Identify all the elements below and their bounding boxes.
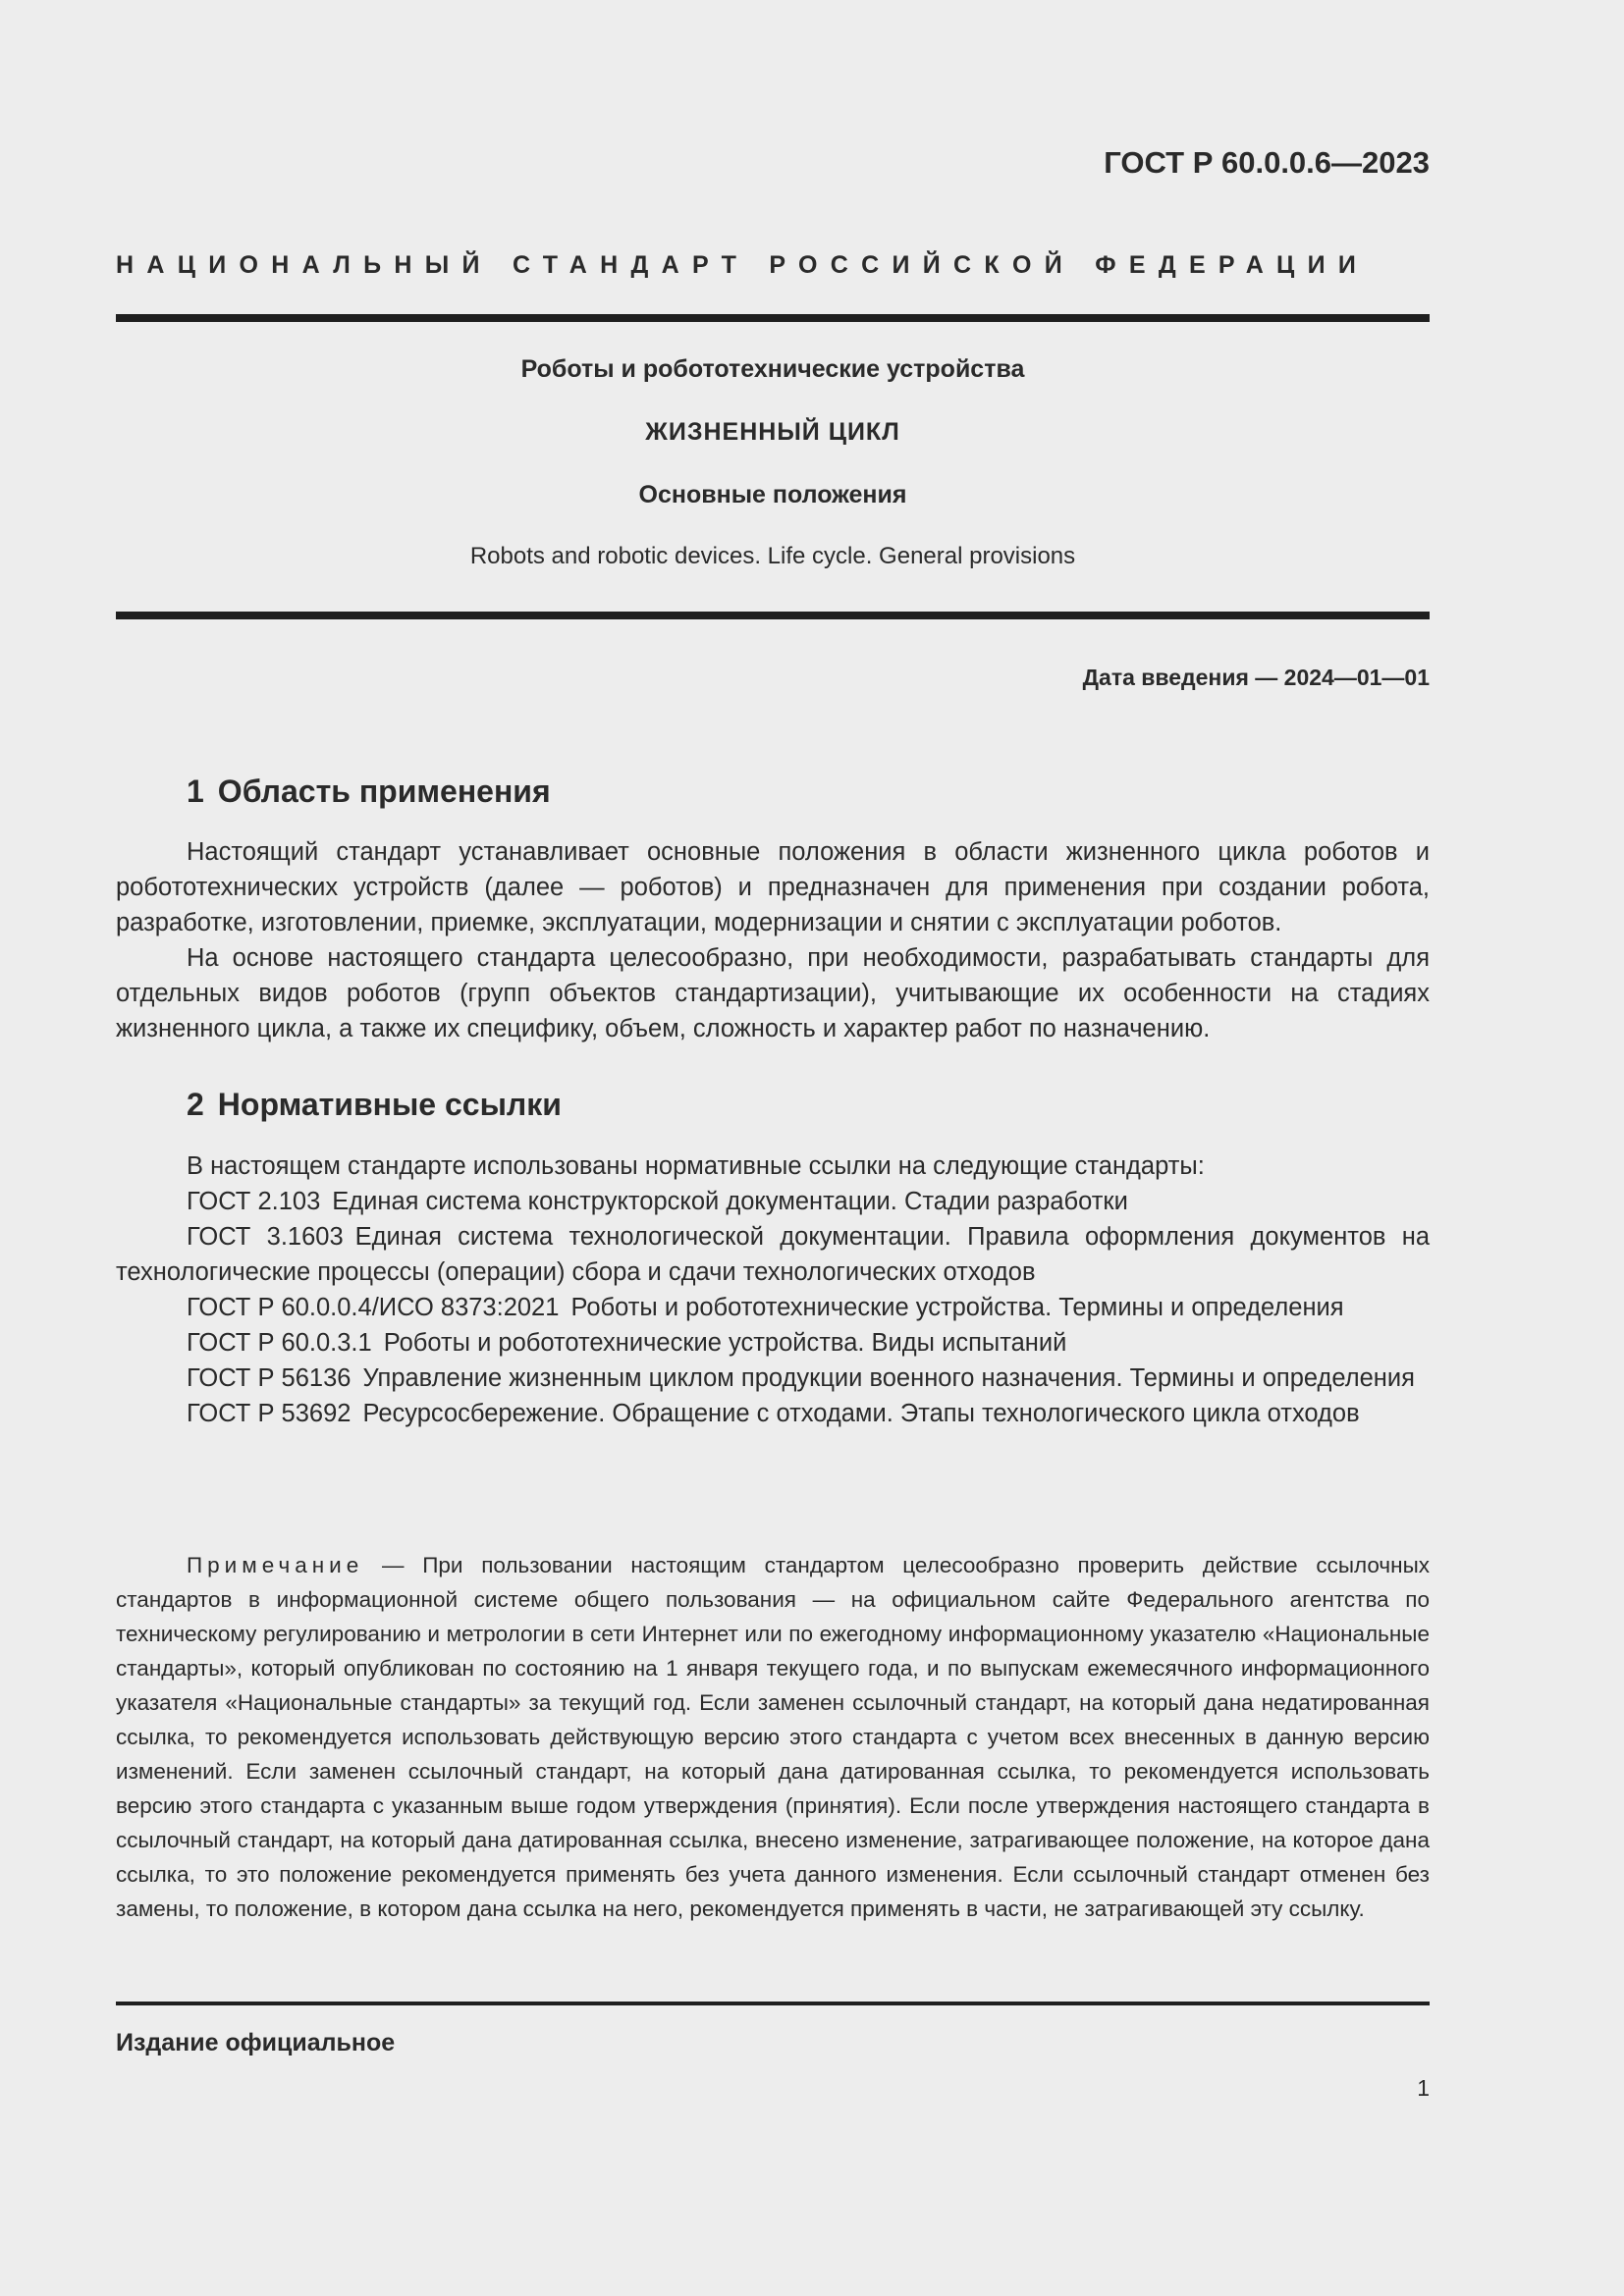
top-divider	[116, 314, 1430, 322]
section-2-title: Нормативные ссылки	[217, 1087, 562, 1122]
title-bottom-divider	[116, 612, 1430, 619]
title-english: Robots and robotic devices. Life cycle. General provisions	[469, 543, 1076, 569]
section-2-body	[116, 1148, 1430, 1431]
section-1-paragraph: Настоящий стандарт устанавливает основные положения в области жизненного цикла роботов и робототехнических устройств (далее — роботов) и предназначен для применения при создании робота, разработке, изготовлении, приемке, эксплуатации, модернизации и снятии с эксплуатации роботов.	[116, 838, 1430, 936]
page-number: 1	[1417, 2075, 1430, 2101]
reference-code: ГОСТ Р 53692	[187, 1400, 352, 1427]
reference-item	[116, 1290, 1430, 1325]
section-2-number: 2	[187, 1087, 204, 1122]
national-standard-banner: НАЦИОНАЛЬНЫЙ СТАНДАРТ РОССИЙСКОЙ ФЕДЕРАЦИИ	[116, 251, 1370, 279]
reference-note	[116, 1548, 1430, 1926]
document-page	[116, 0, 1430, 2296]
section-1-title: Область применения	[217, 774, 551, 809]
footer-divider	[116, 2002, 1430, 2005]
reference-title: Ресурсосбережение. Обращение с отходами. Этапы технологического цикла отходов	[362, 1400, 1360, 1427]
section-1-number: 1	[187, 774, 204, 809]
reference-code: ГОСТ Р 56136	[187, 1364, 352, 1392]
note-text: — При пользовании настоящим стандартом целесообразно проверить действие ссылочных стандартов в информационной системе общего пользования — на официальном сайте Федерального агентства по техническому регулированию и метрологии в сети Интернет или по ежегодному информационному указателю «Национальные стандарты», который опубликован по состоянию на 1 января текущего года, и по выпускам ежемесячного информационного указателя «Национальные стандарты» за текущий год. Если заменен ссылочный стандарт, на который дана недатированная ссылка, то рекомендуется использовать действующую версию этого стандарта с учетом всех внесенных в данную версию изменений. Если заменен ссылочный стандарт, на который дана датированная ссылка, то рекомендуется использовать версию этого стандарта с указанным выше годом утверждения (принятия). Если после утверждения настоящего стандарта в ссылочный стандарт, на который дана датированная ссылка, внесено изменение, затрагивающее положение, на которое дана ссылка, то это положение рекомендуется применять без учета данного изменения. Если ссылочный стандарт отменен без замены, то положение, в котором дана ссылка на него, рекомендуется применять в части, не затрагивающей эту ссылку.	[116, 1553, 1430, 1921]
reference-title: Роботы и робототехнические устройства. Термины и определения	[570, 1294, 1344, 1321]
reference-title: Роботы и робототехнические устройства. Виды испытаний	[383, 1329, 1067, 1357]
title-line-1: Роботы и робототехнические устройства	[520, 355, 1025, 383]
reference-item	[116, 1219, 1430, 1290]
reference-code: ГОСТ 2.103	[187, 1188, 321, 1215]
note-label: Примечание	[187, 1553, 364, 1577]
reference-title: Управление жизненным циклом продукции военного назначения. Термины и определения	[362, 1364, 1415, 1392]
reference-item	[116, 1361, 1430, 1396]
section-2-intro: В настоящем стандарте использованы нормативные ссылки на следующие стандарты:	[187, 1152, 1205, 1180]
reference-title: Единая система технологической документации. Правила оформления документов на технологические процессы (операции) сбора и сдачи технологических отходов	[116, 1223, 1430, 1286]
introduction-date: Дата введения — 2024—01—01	[1082, 665, 1430, 690]
reference-item	[116, 1184, 1430, 1219]
official-edition-label: Издание официальное	[116, 2029, 396, 2056]
section-1-heading	[187, 774, 551, 810]
title-line-2: ЖИЗНЕННЫЙ ЦИКЛ	[645, 418, 900, 446]
reference-code: ГОСТ Р 60.0.3.1	[187, 1329, 372, 1357]
section-1-body	[116, 834, 1430, 1046]
reference-item	[116, 1325, 1430, 1361]
title-line-3: Основные положения	[638, 481, 907, 508]
reference-code: ГОСТ 3.1603	[187, 1223, 344, 1251]
reference-code: ГОСТ Р 60.0.0.4/ИСО 8373:2021	[187, 1294, 560, 1321]
section-2-heading	[187, 1087, 562, 1123]
reference-item	[116, 1396, 1430, 1431]
section-1-paragraph: На основе настоящего стандарта целесообразно, при необходимости, разрабатывать стандарты для отдельных видов роботов (групп объектов стандартизации), учитывающие их особенности на стадиях жизненного цикла, а также их специфику, объем, сложность и характер работ по назначению.	[116, 944, 1430, 1042]
document-number: ГОСТ Р 60.0.0.6—2023	[1104, 145, 1430, 180]
reference-title: Единая система конструкторской документации. Стадии разработки	[332, 1188, 1128, 1215]
